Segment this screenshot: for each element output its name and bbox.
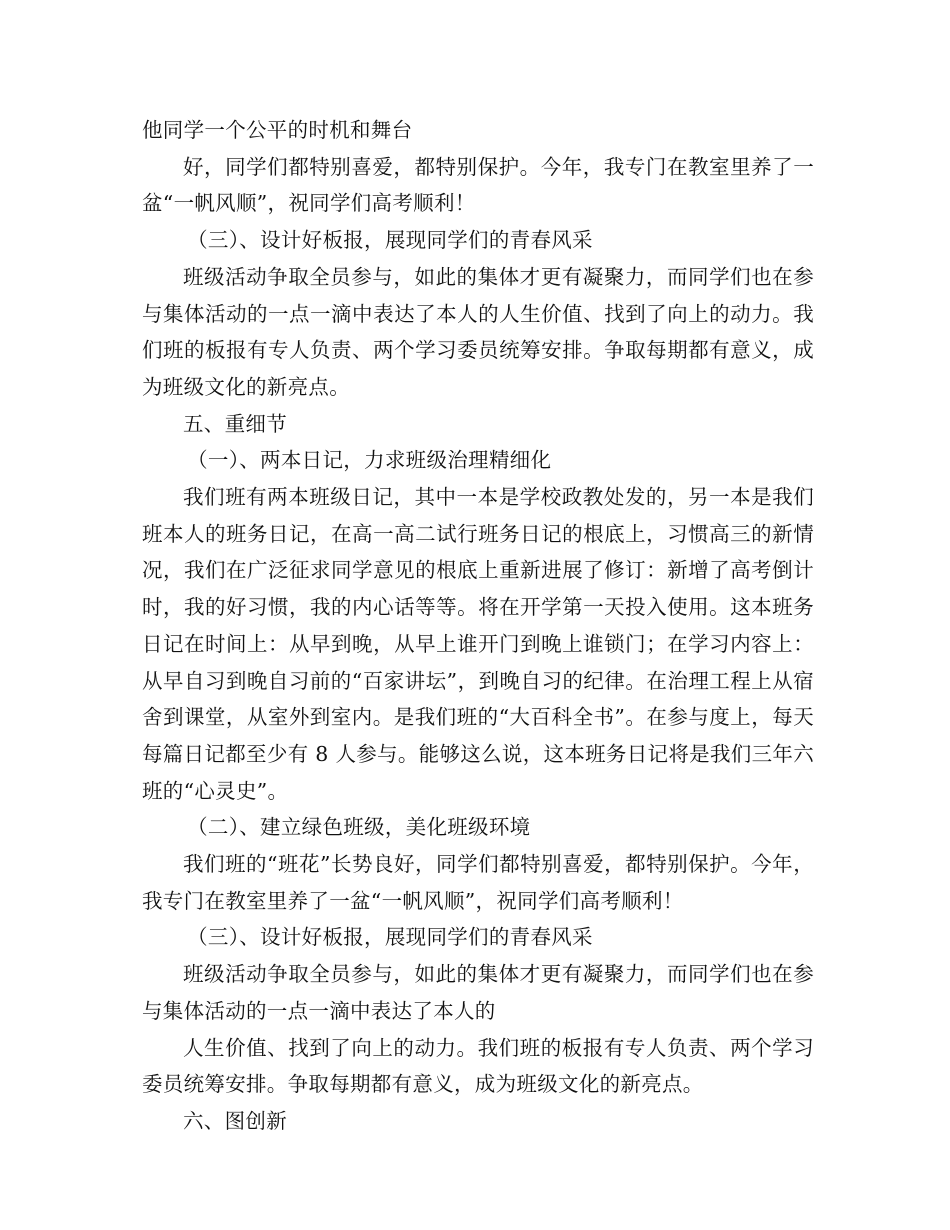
section-heading: 五、重细节 — [183, 411, 287, 436]
subsection-heading: （三）、设计好板报，展现同学们的青春风采 — [187, 228, 593, 253]
document-body — [142, 112, 814, 1140]
paragraph: 我们班的“班花”长势良好，同学们都特别喜爱，都特别保护。今年，我专门在教室里养了一盆“一帆风顺”，祝同学们高考顺利！ — [142, 852, 814, 913]
paragraph-continuation: 他同学一个公平的时机和舞台 — [142, 118, 413, 142]
paragraph: 好，同学们都特别喜爱，都特别保护。今年，我专门在教室里养了一盆“一帆风顺”，祝同学们高考顺利！ — [142, 154, 814, 216]
subsection-heading: （二）、建立绿色班级，美化班级环境 — [187, 815, 531, 840]
paragraph: 班级活动争取全员参与，如此的集体才更有凝聚力，而同学们也在参与集体活动的一点一滴中表达了本人的人生价值、找到了向上的动力。我们班的板报有专人负责、两个学习委员统筹安排。争取每期都有意义，成为班级文化的新亮点。 — [142, 264, 814, 399]
paragraph: 班级活动争取全员参与，如此的集体才更有凝聚力，而同学们也在参与集体活动的一点一滴中表达了本人的 — [142, 962, 814, 1023]
subsection-heading: （一）、两本日记，力求班级治理精细化 — [187, 448, 552, 473]
section-heading: 六、图创新 — [183, 1108, 287, 1133]
paragraph: 我们班有两本班级日记，其中一本是学校政教处发的，另一本是我们班本人的班务日记，在高一高二试行班务日记的根底上，习惯高三的新情况，我们在广泛征求同学意见的根底上重新进展了修订：新增了高考倒计时，我的好习惯，我的内心话等等。将在开学第一天投入使用。这本班务日记在时间上：从早到晚，从早上谁开门到晚上谁锁门；在学习内容上：从早自习到晚自习前的“百家讲坛”，到晚自习的纪律。在治理工程上从宿舍到课堂，从室外到室内。是我们班的“大百科全书”。在参与度上，每天每篇日记都至少有 8 人参与。能够这么说，这本班务日记将是我们三年六班的“心灵史”。 — [142, 485, 814, 803]
paragraph: 人生价值、找到了向上的动力。我们班的板报有专人负责、两个学习委员统筹安排。争取每期都有意义，成为班级文化的新亮点。 — [142, 1035, 814, 1097]
subsection-heading: （三）、设计好板报，展现同学们的青春风采 — [187, 925, 593, 950]
